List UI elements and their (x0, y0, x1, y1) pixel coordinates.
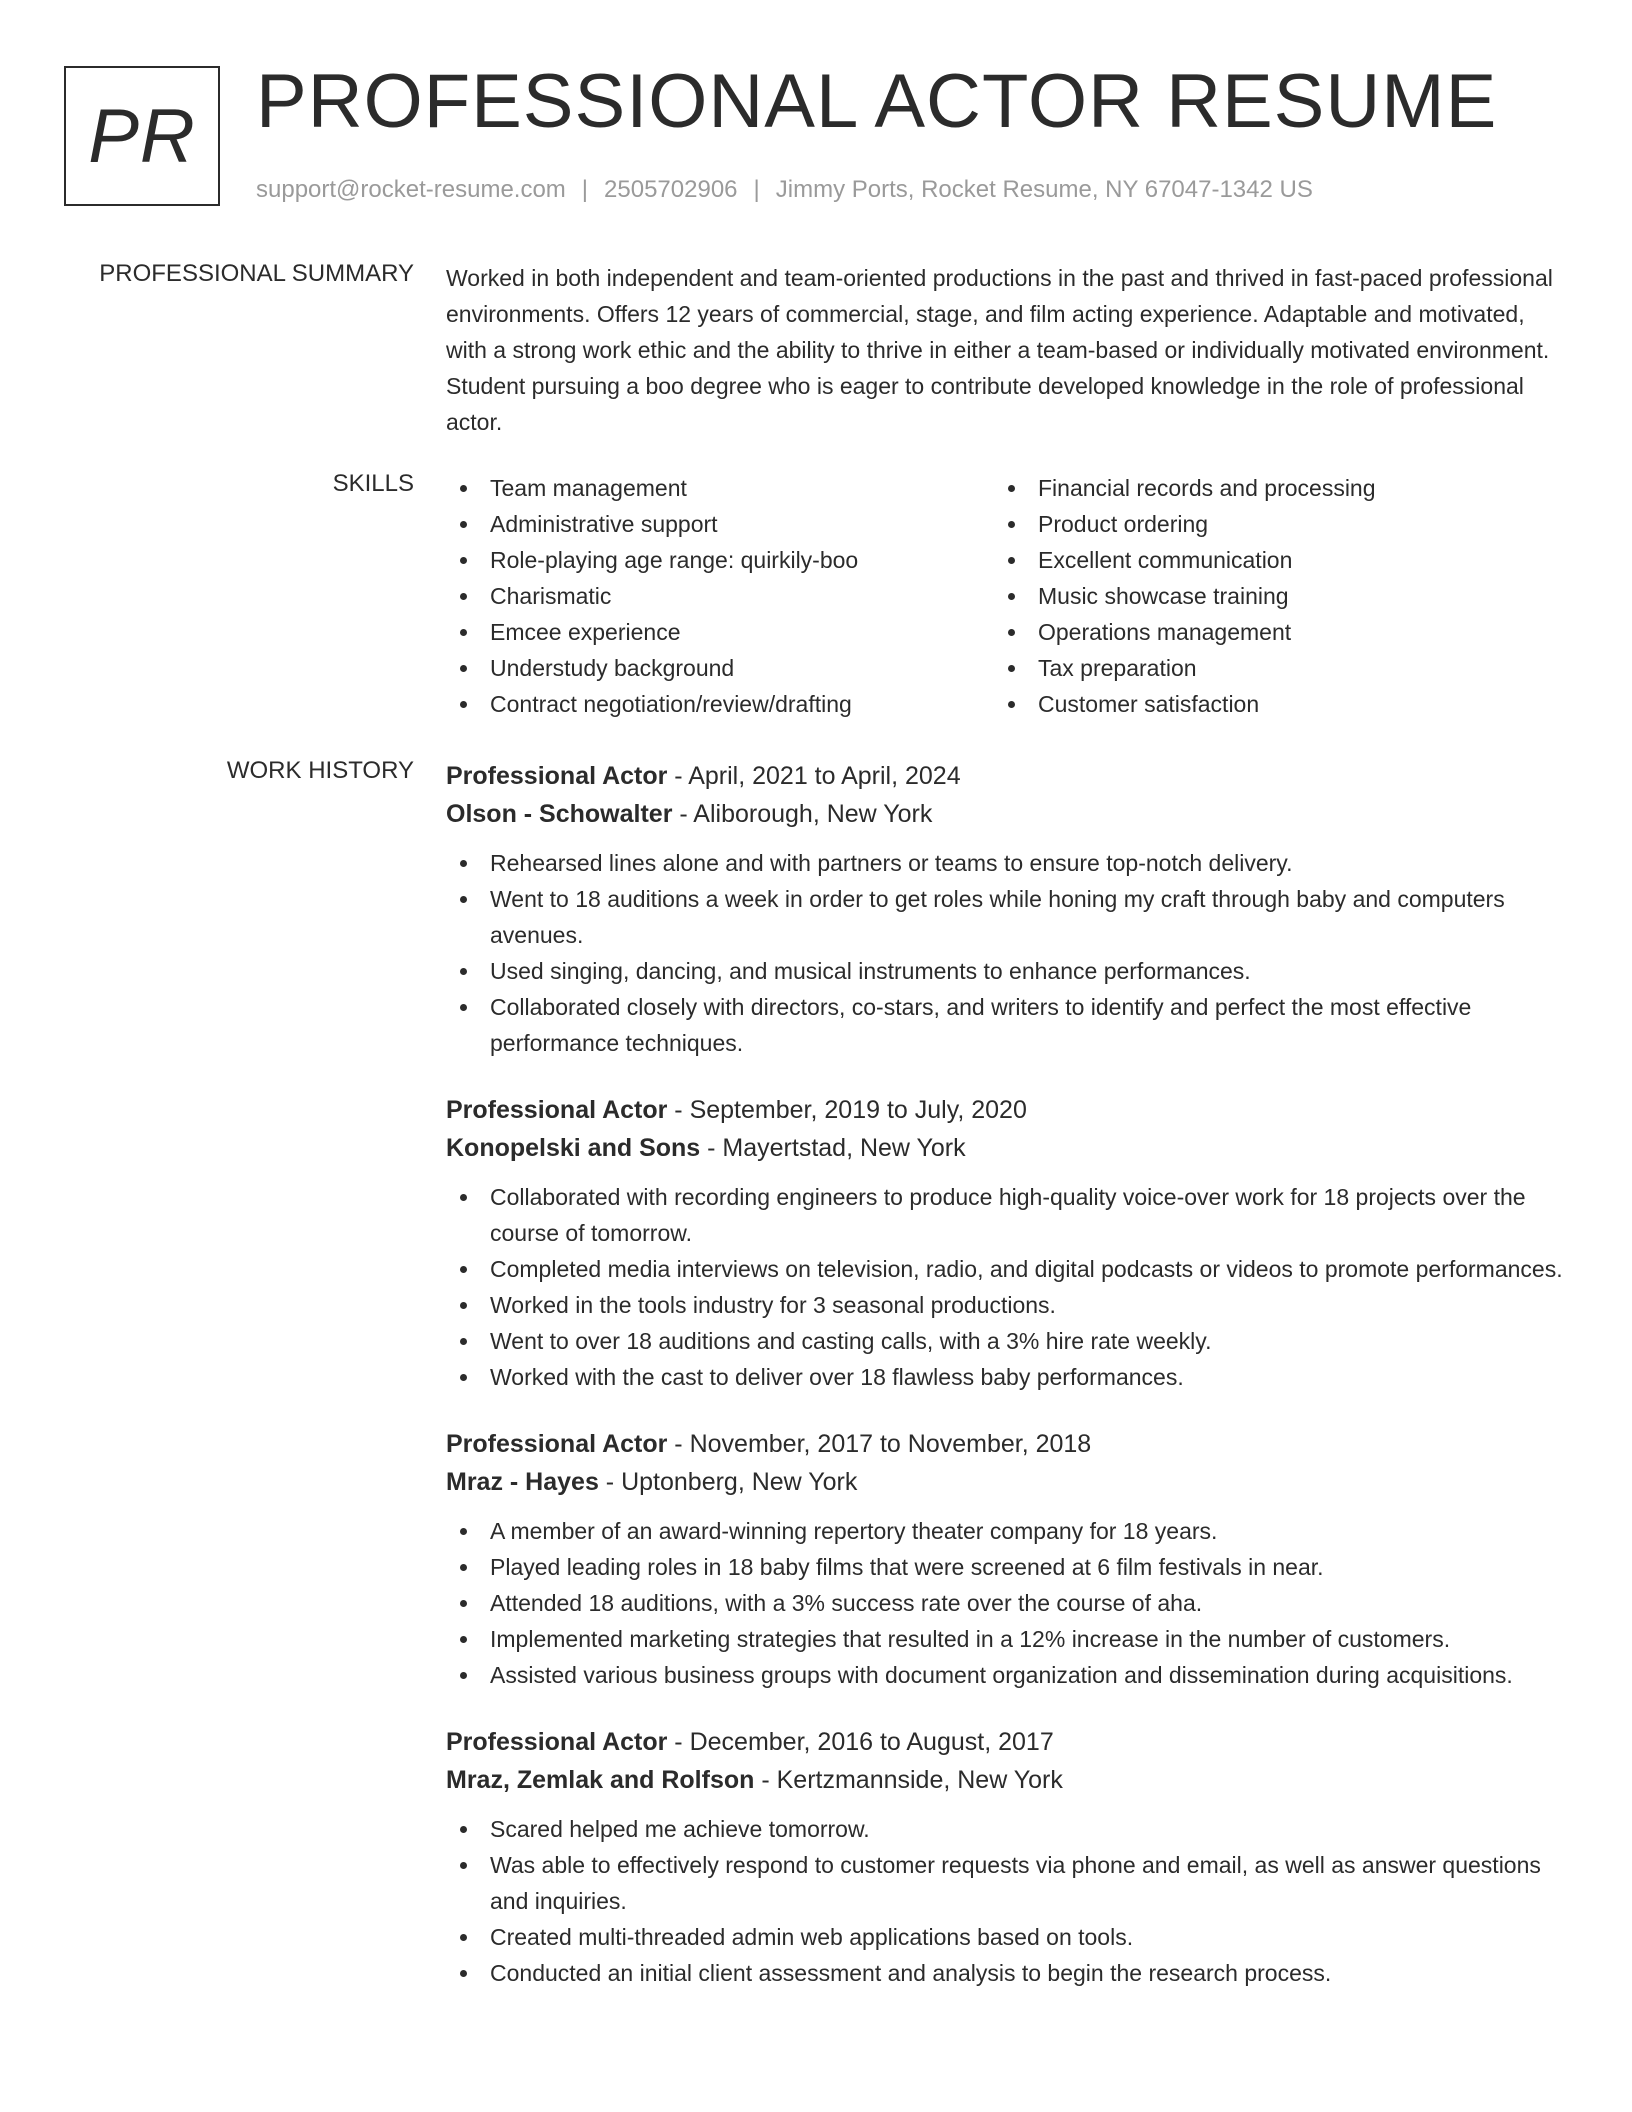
job-title: Professional Actor (446, 1728, 668, 1756)
job-title-line (446, 1425, 1566, 1463)
job-duties-list (446, 1179, 1566, 1395)
job-entry (446, 757, 1566, 1061)
skill-item: Excellent communication (994, 542, 1542, 578)
job-dash: - (700, 1134, 723, 1162)
skill-item: Role-playing age range: quirkily-boo (446, 542, 994, 578)
job-dates: December, 2016 to August, 2017 (689, 1728, 1054, 1756)
work-history-heading: WORK HISTORY (226, 757, 414, 784)
job-entry (446, 1723, 1566, 1991)
contact-address: Jimmy Ports, Rocket Resume, NY 67047-1342 US (775, 176, 1313, 203)
job-duty-item: Created multi-threaded admin web applications based on tools. (446, 1919, 1566, 1955)
skills-heading: SKILLS (332, 470, 414, 497)
job-duty-item: Collaborated closely with directors, co-stars, and writers to identify and perfect the most effective performance techniques. (446, 989, 1566, 1061)
skill-item: Operations management (994, 614, 1542, 650)
skills-list-right (994, 470, 1542, 722)
skill-item: Team management (446, 470, 994, 506)
monogram-initials: PR (88, 93, 196, 179)
job-duty-item: Went to 18 auditions a week in order to get roles while honing my craft through baby and computers avenues. (446, 881, 1566, 953)
job-company: Olson - Schowalter (446, 800, 673, 828)
job-list (446, 757, 1566, 2021)
job-duty-item: Completed media interviews on television, radio, and digital podcasts or videos to promote performances. (446, 1251, 1566, 1287)
job-entry (446, 1425, 1566, 1693)
job-dates: September, 2019 to July, 2020 (689, 1096, 1027, 1124)
job-location: Aliborough, New York (693, 800, 933, 828)
contact-separator: | (753, 176, 760, 203)
skill-item: Understudy background (446, 650, 994, 686)
job-location: Uptonberg, New York (621, 1468, 858, 1496)
contact-line (256, 176, 1313, 204)
job-duty-item: Worked with the cast to deliver over 18 flawless baby performances. (446, 1359, 1566, 1395)
job-company: Konopelski and Sons (446, 1134, 701, 1162)
job-duty-item: A member of an award-winning repertory theater company for 18 years. (446, 1513, 1566, 1549)
job-duties-list (446, 1811, 1566, 1991)
skill-item: Product ordering (994, 506, 1542, 542)
job-duty-item: Attended 18 auditions, with a 3% success rate over the course of aha. (446, 1585, 1566, 1621)
skill-item: Contract negotiation/review/drafting (446, 686, 994, 722)
job-dash: - (667, 1728, 690, 1756)
job-dash: - (667, 1096, 690, 1124)
skill-item: Tax preparation (994, 650, 1542, 686)
skill-item: Financial records and processing (994, 470, 1542, 506)
job-title-line (446, 757, 1566, 795)
skill-item: Administrative support (446, 506, 994, 542)
job-location: Mayertstad, New York (722, 1134, 966, 1162)
job-dash: - (672, 800, 694, 828)
job-duties-list (446, 1513, 1566, 1693)
job-dates: November, 2017 to November, 2018 (689, 1430, 1092, 1458)
job-duty-item: Was able to effectively respond to customer requests via phone and email, as well as answer questions and inquiries. (446, 1847, 1566, 1919)
job-duty-item: Played leading roles in 18 baby films that were screened at 6 film festivals in near. (446, 1549, 1566, 1585)
job-company: Mraz - Hayes (446, 1468, 599, 1496)
job-company: Mraz, Zemlak and Rolfson (446, 1766, 755, 1794)
job-duty-item: Went to over 18 auditions and casting calls, with a 3% hire rate weekly. (446, 1323, 1566, 1359)
job-company-line (446, 795, 1566, 833)
job-location: Kertzmannside, New York (776, 1766, 1063, 1794)
job-duty-item: Implemented marketing strategies that resulted in a 12% increase in the number of customers. (446, 1621, 1566, 1657)
job-dates: April, 2021 to April, 2024 (688, 762, 961, 790)
job-company-line (446, 1761, 1566, 1799)
job-duty-item: Assisted various business groups with document organization and dissemination during acquisitions. (446, 1657, 1566, 1693)
summary-text: Worked in both independent and team-oriented productions in the past and thrived in fast-paced professional environments. Offers 12 years of commercial, stage, and film acting experience. Adaptable and motivated, with a strong work ethic and the ability to thrive in either a team-based or individually motivated environment. Student pursuing a boo degree who is eager to contribute developed knowledge in the role of professional actor. (446, 265, 1553, 435)
contact-separator: | (581, 176, 589, 203)
skills-list-left (446, 470, 994, 722)
resume-title: PROFESSIONAL ACTOR RESUME (256, 59, 1498, 144)
job-duty-item: Collaborated with recording engineers to produce high-quality voice-over work for 18 projects over the course of tomorrow. (446, 1179, 1566, 1251)
job-dash: - (754, 1766, 777, 1794)
job-duty-item: Worked in the tools industry for 3 seasonal productions. (446, 1287, 1566, 1323)
job-duties-list (446, 845, 1566, 1061)
job-title: Professional Actor (446, 1430, 668, 1458)
job-dash: - (667, 1430, 690, 1458)
skill-item: Charismatic (446, 578, 994, 614)
job-dash: - (598, 1468, 622, 1496)
job-dash: - (667, 762, 689, 790)
contact-email[interactable]: support@rocket-resume.com (256, 176, 566, 203)
job-entry (446, 1091, 1566, 1395)
job-title: Professional Actor (446, 762, 668, 790)
summary-heading: PROFESSIONAL SUMMARY (99, 260, 414, 287)
skill-item: Emcee experience (446, 614, 994, 650)
job-title-line (446, 1091, 1566, 1129)
job-company-line (446, 1129, 1566, 1167)
job-duty-item: Scared helped me achieve tomorrow. (446, 1811, 1566, 1847)
skill-item: Customer satisfaction (994, 686, 1542, 722)
job-duty-item: Conducted an initial client assessment and analysis to begin the research process. (446, 1955, 1566, 1991)
skill-item: Music showcase training (994, 578, 1542, 614)
job-title: Professional Actor (446, 1096, 668, 1124)
job-duty-item: Used singing, dancing, and musical instruments to enhance performances. (446, 953, 1566, 989)
job-title-line (446, 1723, 1566, 1761)
job-company-line (446, 1463, 1566, 1501)
job-duty-item: Rehearsed lines alone and with partners or teams to ensure top-notch delivery. (446, 845, 1566, 881)
contact-phone[interactable]: 2505702906 (604, 176, 738, 203)
monogram-badge (64, 66, 220, 206)
